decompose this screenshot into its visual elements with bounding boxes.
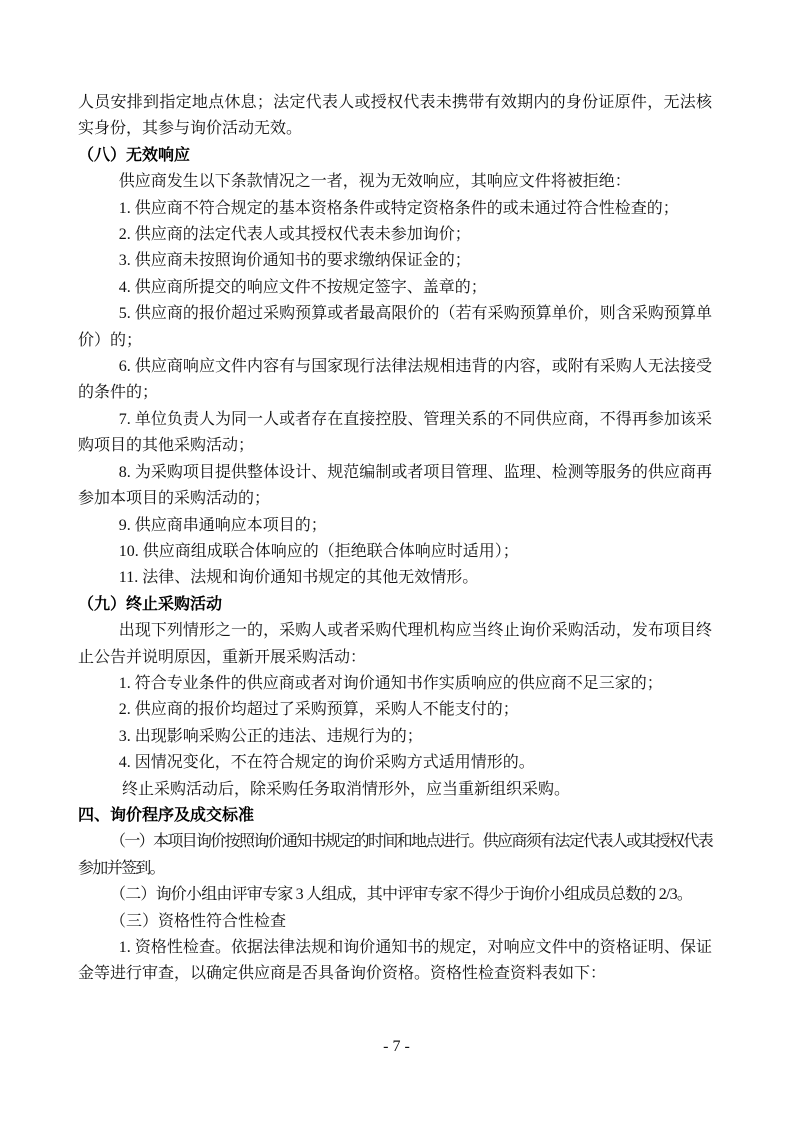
list-item-invalid-1: 1. 供应商不符合规定的基本资格条件或特定资格条件的或未通过符合性检查的； (118, 199, 679, 217)
list-item-invalid-6: 6. 供应商响应文件内容有与国家现行法律法规相违背的内容，或附有采购人无法接受的条件的； (78, 358, 712, 402)
paragraph-terminate-intro: 出现下列情形之一的，采购人或者采购代理机构应当终止询价采购活动，发布项目终止公告并说明原因，重新开展采购活动： (78, 622, 712, 666)
list-item-invalid-5: 5. 供应商的报价超过采购预算或者最高限价的（若有采购预算单价，则含采购预算单价）的； (78, 305, 712, 349)
list-item-terminate-4: 4. 因情况变化，不在符合规定的询价采购方式适用情形的。 (118, 754, 535, 772)
paragraph-qualification-check: 1. 资格性检查。依据法律法规和询价通知书的规定，对响应文件中的资格证明、保证金等进行审查，以确定供应商是否具备询价资格。资格性检查资料表如下： (78, 939, 712, 983)
paragraph-invalid-intro: 供应商发生以下条款情况之一者，视为无效响应，其响应文件将被拒绝： (118, 173, 631, 191)
paragraph-continuation: 人员安排到指定地点休息；法定代表人或授权代表未携带有效期内的身份证原件，无法核实身份，其参与询价活动无效。 (78, 94, 712, 138)
paragraph-4-2: （二）询价小组由评审专家 3 人组成，其中评审专家不得少于询价小组成员总数的 2/3。 (110, 886, 693, 904)
list-item-invalid-2: 2. 供应商的法定代表人或其授权代表未参加询价； (118, 226, 471, 244)
list-item-invalid-7: 7. 单位负责人为同一人或者存在直接控股、管理关系的不同供应商，不得再参加该采购项目的其他采购活动； (78, 410, 712, 455)
list-item-invalid-4: 4. 供应商所提交的响应文件不按规定签字、盖章的； (118, 278, 487, 296)
paragraph-4-1: （一）本项目询价按照询价通知书规定的时间和地点进行。供应商须有法定代表人或其授权代表参加并签到。 (78, 833, 712, 877)
list-item-invalid-9: 9. 供应商串通响应本项目的； (118, 516, 327, 534)
list-item-invalid-11: 11. 法律、法规和询价通知书规定的其他无效情形。 (118, 569, 479, 587)
list-item-terminate-2: 2. 供应商的报价均超过了采购预算，采购人不能支付的； (118, 701, 519, 719)
list-item-terminate-1: 1. 符合专业条件的供应商或者对询价通知书作实质响应的供应商不足三家的； (118, 674, 663, 692)
heading-section-4: 四、询价程序及成交标准 (78, 806, 255, 824)
page-number: - 7 - (383, 1038, 410, 1055)
heading-terminate-procurement: （九）终止采购活动 (78, 595, 223, 613)
paragraph-terminate-note: 终止采购活动后，除采购任务取消情形外，应当重新组织采购。 (122, 780, 571, 798)
document-body (78, 90, 712, 988)
paragraph-4-3: （三）资格性符合性检查 (110, 912, 287, 930)
list-item-terminate-3: 3. 出现影响采购公正的违法、违规行为的； (118, 727, 423, 745)
heading-invalid-response: （八）无效响应 (78, 146, 191, 164)
list-item-invalid-8: 8. 为采购项目提供整体设计、规范编制或者项目管理、监理、检测等服务的供应商再参加本项目的采购活动的； (78, 463, 712, 508)
list-item-invalid-10: 10. 供应商组成联合体响应的（拒绝联合体响应时适用）； (118, 542, 519, 560)
list-item-invalid-3: 3. 供应商未按照询价通知书的要求缴纳保证金的； (118, 252, 471, 270)
